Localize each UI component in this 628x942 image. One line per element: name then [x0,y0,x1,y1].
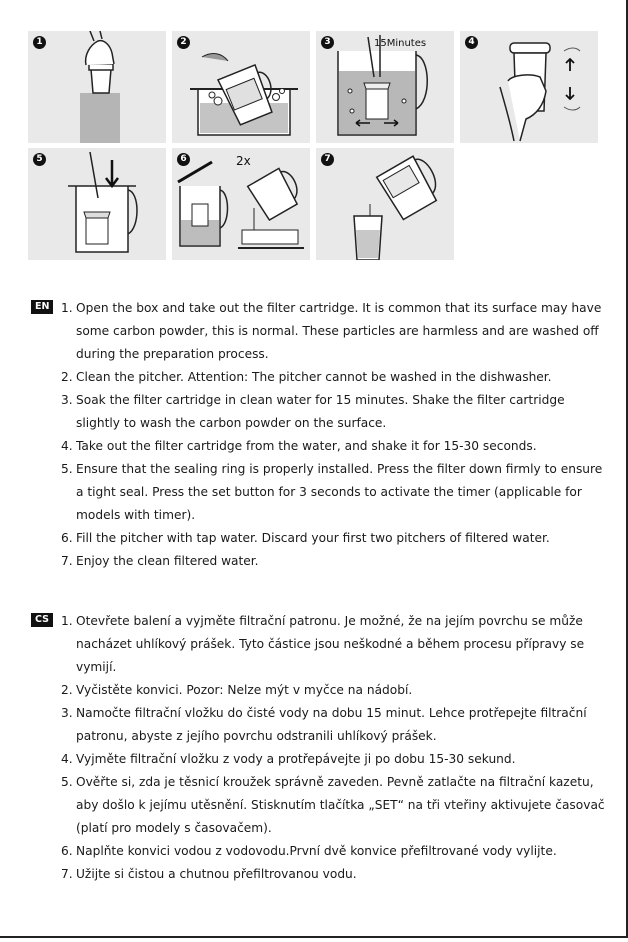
soak-duration-label: 15Minutes [374,38,427,49]
step-text: Namočte filtrační vložku do čisté vody na dobu 15 minut. Lehce protřepejte filtrační patronu, abyste z jejího povrchu odstranili uhlíkový prášek. [76,706,587,743]
step-text: Naplňte konvici vodou z vodovodu.První dvě konvice přefiltrované vody vylijte. [76,844,557,858]
step-panel-7 [316,148,454,260]
step-number-badge: 6 [177,153,190,166]
instruction-step [61,389,606,435]
step-number-badge: 4 [465,36,478,49]
step-number: 7. [61,867,73,881]
step-panel-4 [460,31,598,143]
step-number: 1. [61,614,73,628]
step-number: 6. [61,844,73,858]
pour-water-illustration [316,148,454,260]
step-number-badge: 3 [321,36,334,49]
step-text: Ensure that the sealing ring is properly installed. Press the filter down firmly to ensure a tight seal. Press the set button for 3 seconds to activate the timer (applicable for models with timer). [76,462,603,522]
step-number: 5. [61,775,73,789]
step-number: 7. [61,554,73,568]
insert-cartridge-illustration [28,148,166,260]
step-text: Ověřte si, zda je těsnicí kroužek správně zaveden. Pevně zatlačte na filtrační kazetu, aby došlo k jejímu utěsnění. Stisknutím tlačítka „SET“ na tři vteřiny aktivujete časovač (platí pro modely s časovačem). [76,775,605,835]
instruction-step [61,550,606,573]
step-text: Soak the filter cartridge in clean water for 15 minutes. Shake the filter cartridge slightly to wash the carbon powder on the surface. [76,393,565,430]
step-number-badge: 5 [33,153,46,166]
step-text: Take out the filter cartridge from the water, and shake it for 15-30 seconds. [76,439,537,453]
step-number: 6. [61,531,73,545]
step-text: Open the box and take out the filter cartridge. It is common that its surface may have some carbon powder, this is normal. These particles are harmless and are washed off during the preparation process. [76,301,602,361]
instruction-step [61,527,606,550]
language-badge-cs: CS [31,613,53,627]
wash-pitcher-illustration [172,31,310,143]
step-number-badge: 7 [321,153,334,166]
step-number: 2. [61,683,73,697]
step-text: Enjoy the clean filtered water. [76,554,259,568]
step-text: Užijte si čistou a chutnou přefiltrovanou vodu. [76,867,357,881]
instruction-step [61,863,606,886]
czech-instructions [31,610,606,886]
step-number: 4. [61,439,73,453]
instruction-step [61,458,606,527]
step-number-badge: 2 [177,36,190,49]
step-text: Otevřete balení a vyjměte filtrační patronu. Je možné, že na jejím povrchu se může nacházet uhlíkový prášek. Tyto částice jsou neškodné a během procesu přípravy se vymijí. [76,614,585,674]
instruction-step [61,679,606,702]
step-number: 4. [61,752,73,766]
instruction-step [61,297,606,366]
step-number-badge: 1 [33,36,46,49]
step-text: Vyjměte filtrační vložku z vody a protřepávejte ji po dobu 15-30 sekund. [76,752,516,766]
step-number: 5. [61,462,73,476]
step-panel-3 [316,31,454,143]
language-badge-en: EN [31,300,53,314]
english-instructions [31,297,606,573]
step-number: 3. [61,706,73,720]
step-number: 3. [61,393,73,407]
instruction-step [61,748,606,771]
step-panel-5 [28,148,166,260]
repeat-count-label: 2x [236,154,251,168]
step-number: 1. [61,301,73,315]
instruction-step [61,771,606,840]
step-panel-1 [28,31,166,143]
instruction-step [61,702,606,748]
instruction-step [61,840,606,863]
instruction-step [61,435,606,458]
step-panel-6 [172,148,310,260]
step-text: Fill the pitcher with tap water. Discard your first two pitchers of filtered water. [76,531,550,545]
step-panel-2 [172,31,310,143]
step-text: Clean the pitcher. Attention: The pitcher cannot be washed in the dishwasher. [76,370,552,384]
english-steps-list [31,297,606,573]
shake-cartridge-illustration [460,31,598,143]
step-number: 2. [61,370,73,384]
czech-steps-list [31,610,606,886]
instruction-step [61,366,606,389]
instruction-step [61,610,606,679]
step-text: Vyčistěte konvici. Pozor: Nelze mýt v myčce na nádobí. [76,683,413,697]
open-box-illustration [28,31,166,143]
